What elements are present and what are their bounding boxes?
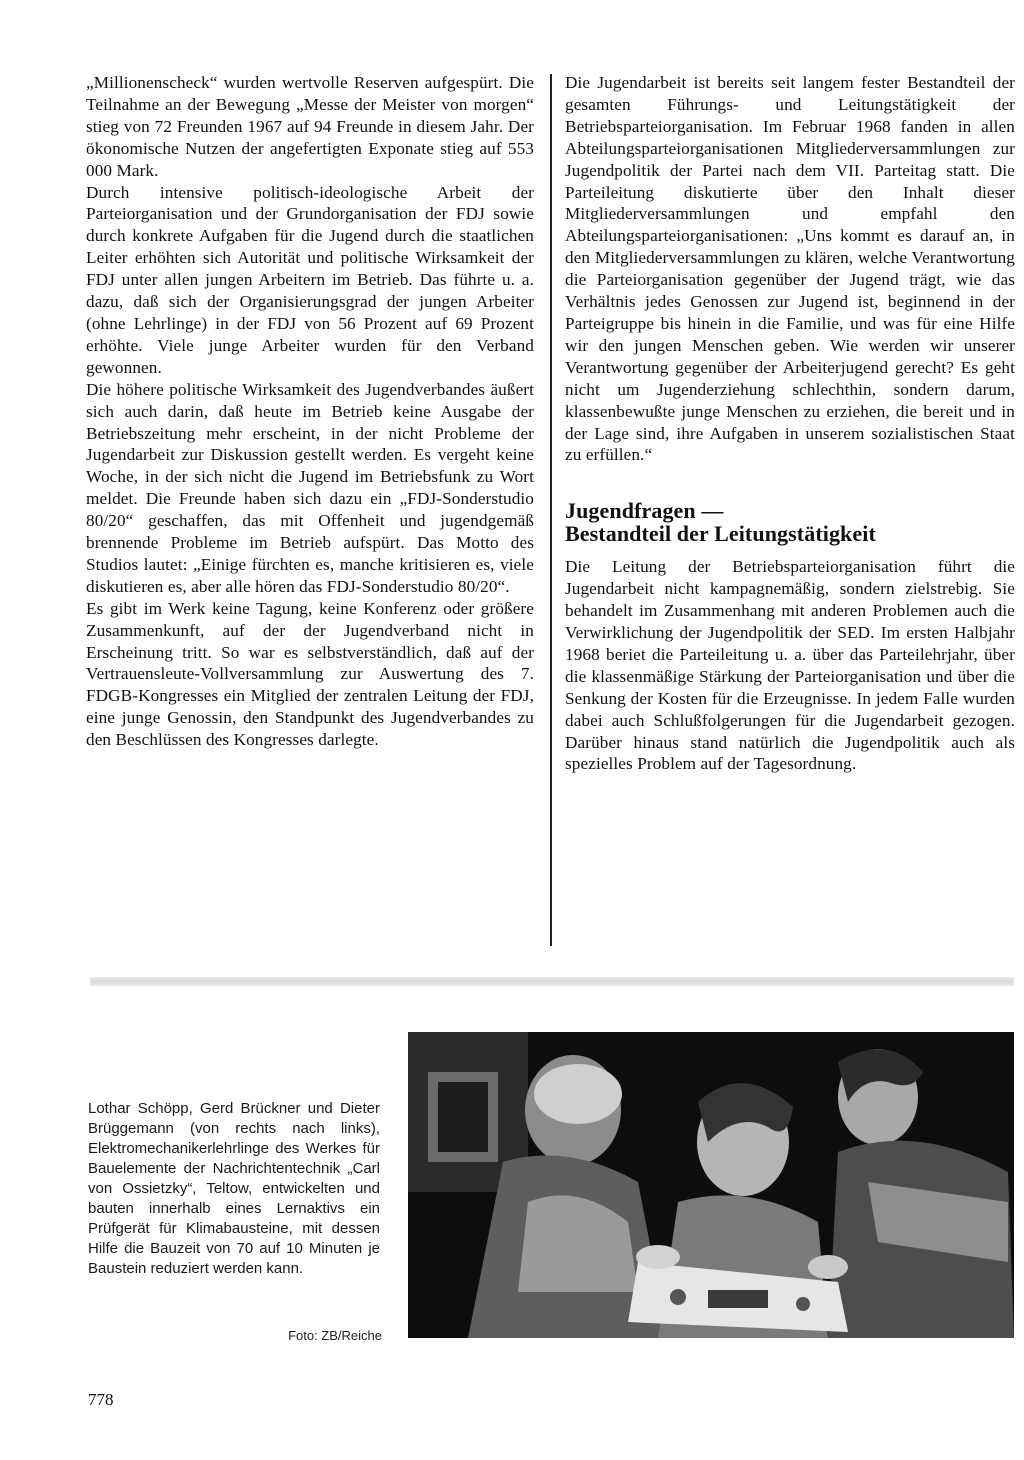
page-number: 778 <box>88 1390 114 1409</box>
photo-caption <box>88 1099 380 1279</box>
article-left-column <box>86 72 534 751</box>
paragraph: Es gibt im Werk keine Tagung, keine Konferenz oder größere Zusammenkunft, auf der der Jugendverband nicht in Erscheinung tritt. So war es selbstverständlich, daß auf der Vertrauensleute-Vollversammlung zur Auswertung des 7. FDGB-Kongresses ein Mitglied der zentralen Leitung der FDJ, eine junge Genossin, den Standpunkt des Jugendverbandes zu den Beschlüssen des Kongresses darlegte. <box>86 598 534 750</box>
section-heading <box>565 499 1015 545</box>
paragraph: Die Jugendarbeit ist bereits seit langem fester Bestandteil der gesamten Führungs- und Leitungstätigkeit der Betriebsparteiorganisation. Im Februar 1968 fanden in allen Abteilungsparteiorganisationen Mitgliederversammlungen zur Jugendpolitik der Partei nach dem VII. Parteitag statt. Die Parteileitung diskutierte über den Inhalt dieser Mitgliederversammlungen und empfahl den Abteilungsparteiorganisationen: „Uns kommt es darauf an, in den Mitgliederversammlungen zu klären, welche Verantwortung die Parteiorganisation gegenüber der Jugend trägt, wie das Verhältnis jedes Genossen zur Jugend ist, beginnend in der Parteigruppe bis hinein in die Familie, und was für eine Hilfe wir den jungen Menschen geben. Wie werden wir unserer Verantwortung gegenüber der Arbeiterjugend gerecht? Es geht nicht um Jugenderziehung schlechthin, sondern darum, klassenbewußte junge Menschen zu erziehen, die bereit und in der Lage sind, ihre Aufgaben in unserem sozialistischen Staat zu erfüllen.“ <box>565 73 1015 465</box>
photo-illustration <box>408 1032 1014 1338</box>
caption-text: Lothar Schöpp, Gerd Brückner und Dieter Brüggemann (von rechts nach links), Elektromechanikerlehrlinge des Werkes für Bauelemente der Nachrichtentechnik „Carl von Ossietzky“, Teltow, entwickelten und bauten innerhalb eines Lernaktivs ein Prüfgerät für Klimabausteine, mit dessen Hilfe die Bauzeit von 70 auf 10 Minuten je Baustein reduziert werden kann. <box>88 1100 380 1277</box>
horizontal-rule <box>90 977 1014 986</box>
section-heading-line: Bestandteil der Leitungstätigkeit <box>565 521 876 547</box>
article-right-column <box>565 72 1015 775</box>
photo-credit: Foto: ZB/Reiche <box>288 1328 382 1343</box>
paragraph: Durch intensive politisch-ideologische Arbeit der Parteiorganisation und der Grundorganisation der FDJ sowie durch konkrete Aufgaben für die Jugend durch die staatlichen Leiter erhöhten sich Autorität und politische Wirksamkeit der FDJ unter allen jungen Arbeitern im Betrieb. Das führte u. a. dazu, daß sich der Organisierungsgrad der jungen Arbeiter (ohne Lehrlinge) in der FDJ von 56 Prozent auf 69 Prozent erhöhte. Viele junge Arbeiter wurden für den Verband gewonnen. <box>86 182 534 377</box>
section-heading-line: Jugendfragen — <box>565 498 724 524</box>
paragraph: Die Leitung der Betriebsparteiorganisation führt die Jugendarbeit nicht kampagnemäßig, sondern zielstrebig. Sie behandelt im Zusammenhang mit anderen Problemen auch die Verwirklichung der Jugendpolitik der SED. Im ersten Halbjahr 1968 beriet die Parteileitung u. a. über das Parteilehrjahr, über die klassenmäßige Stärkung der Parteiorganisation und über die Senkung der Kosten für die Erzeugnisse. In jedem Falle wurden dabei auch Schlußfolgerungen für die Jugendarbeit gezogen. Darüber hinaus stand natürlich die Jugendpolitik auch als spezielles Problem auf der Tagesordnung. <box>565 557 1015 774</box>
column-divider <box>550 74 552 946</box>
paragraph: Die höhere politische Wirksamkeit des Jugendverbandes äußert sich auch darin, daß heute im Betrieb keine Ausgabe der Betriebszeitung mehr erscheint, in der nicht Probleme der Jugendarbeit zur Diskussion gestellt werden. Es vergeht keine Woche, in der sich nicht die Jugend im Betriebsfunk zu Wort meldet. Die Freunde haben sich dazu ein „FDJ-Sonderstudio 80/20“ geschaffen, das mit Offenheit und jugendgemäß brennende Probleme im Betrieb aufspürt. Das Motto des Studios lautet: „Einige fürchten es, manche kritisieren es, viele diskutieren es, aber alle hören das FDJ-Sonderstudio 80/20“. <box>86 379 534 596</box>
photograph <box>408 1032 1014 1338</box>
paragraph: „Millionenscheck“ wurden wertvolle Reserven aufgespürt. Die Teilnahme an der Bewegung „Messe der Meister von morgen“ stieg von 72 Freunden 1967 auf 94 Freunde in diesem Jahr. Der ökonomische Nutzen der angefertigten Exponate stieg auf 553 000 Mark. <box>86 73 534 180</box>
